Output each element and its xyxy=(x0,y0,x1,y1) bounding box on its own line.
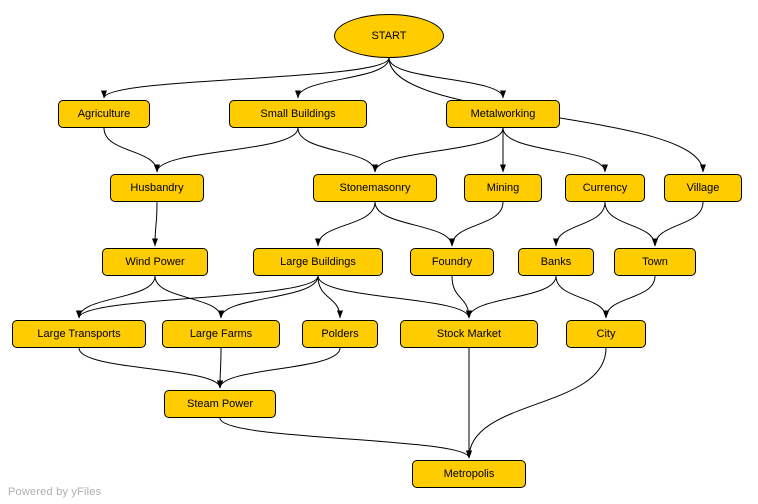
node-label: Foundry xyxy=(431,255,473,268)
node-label: Metropolis xyxy=(443,467,495,480)
node-banks[interactable] xyxy=(518,248,594,276)
node-label: Mining xyxy=(486,181,520,194)
node-stonemasonry[interactable] xyxy=(313,174,437,202)
node-label: Agriculture xyxy=(77,107,131,120)
node-label: Banks xyxy=(540,255,572,268)
node-large-buildings[interactable] xyxy=(253,248,383,276)
node-town[interactable] xyxy=(614,248,696,276)
node-start[interactable] xyxy=(334,14,444,58)
node-small-buildings[interactable] xyxy=(229,100,367,128)
node-label: Stock Market xyxy=(436,327,502,340)
node-label: Stonemasonry xyxy=(339,181,411,194)
node-foundry[interactable] xyxy=(410,248,494,276)
node-currency[interactable] xyxy=(565,174,645,202)
node-mining[interactable] xyxy=(464,174,542,202)
node-label: Wind Power xyxy=(125,255,185,268)
node-wind-power[interactable] xyxy=(102,248,208,276)
node-label: Currency xyxy=(582,181,628,194)
node-steam-power[interactable] xyxy=(164,390,276,418)
node-label: Large Buildings xyxy=(280,255,356,268)
node-label: Town xyxy=(642,255,668,268)
node-label: Steam Power xyxy=(186,397,254,410)
node-village[interactable] xyxy=(664,174,742,202)
node-label: Polders xyxy=(321,327,359,340)
node-label: Large Transports xyxy=(37,327,121,340)
node-agriculture[interactable] xyxy=(58,100,150,128)
node-label: Small Buildings xyxy=(260,107,336,120)
node-husbandry[interactable] xyxy=(110,174,204,202)
node-metalworking[interactable] xyxy=(446,100,560,128)
node-metropolis[interactable] xyxy=(412,460,526,488)
node-label: Metalworking xyxy=(470,107,536,120)
node-label: Village xyxy=(686,181,720,194)
node-city[interactable] xyxy=(566,320,646,348)
node-large-transports[interactable] xyxy=(12,320,146,348)
node-polders[interactable] xyxy=(302,320,378,348)
node-stock-market[interactable] xyxy=(400,320,538,348)
node-large-farms[interactable] xyxy=(162,320,280,348)
node-label: Large Farms xyxy=(189,327,253,340)
watermark: Powered by yFiles xyxy=(8,486,102,498)
node-label: Husbandry xyxy=(130,181,184,194)
node-label: City xyxy=(596,327,616,340)
node-label: START xyxy=(371,29,407,42)
